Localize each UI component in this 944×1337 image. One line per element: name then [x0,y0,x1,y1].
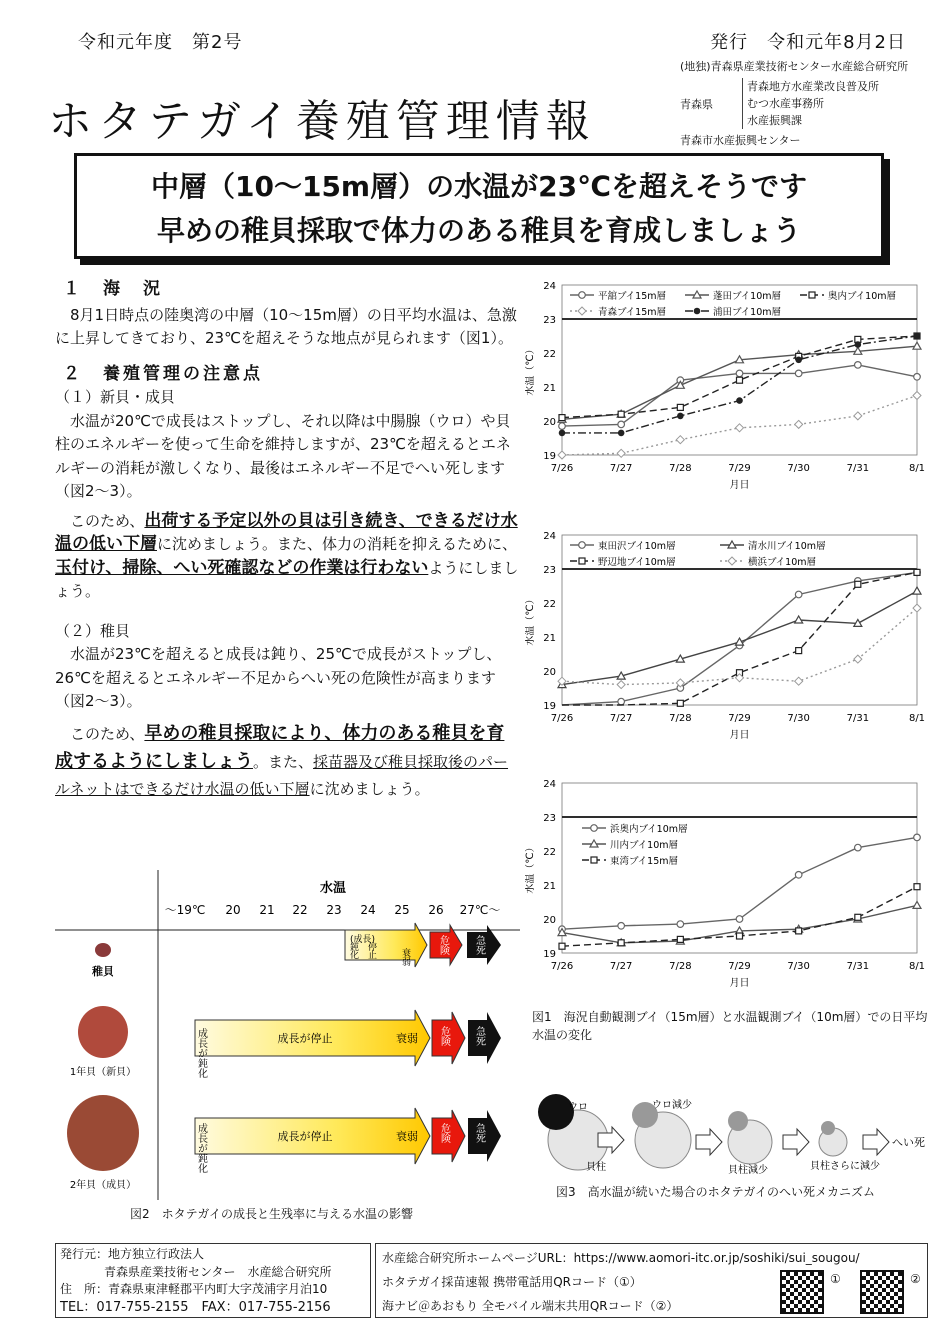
data-point [618,430,625,437]
data-point [854,412,862,420]
x-tick-label: 7/29 [728,713,751,724]
figure3-caption: 図3 高水温が続いた場合のホタテガイのへい死メカニズム [556,1185,876,1199]
x-tick-label: 7/29 [728,961,751,972]
label-adductor-reduced: 貝柱減少 [728,1165,768,1176]
two-year-slow-label: 成長が鈍化 [195,1123,207,1173]
data-point [913,342,921,349]
data-point [559,943,565,949]
legend-label: 野辺地ブイ10m層 [598,557,676,568]
y-tick-label: 20 [543,915,556,926]
homepage-url[interactable]: 水産総合研究所ホームページURL：https://www.aomori-itc.or.jp/soshiki/sui_sougou/ [382,1251,860,1265]
x-tick-label: 7/26 [550,713,574,724]
x-tick-label: 7/27 [609,463,633,474]
data-point [913,901,921,908]
org-city: 青森市水産振興センター [680,134,801,147]
y-tick-label: 22 [543,599,556,610]
legend-marker [579,292,586,299]
footer-line: 住 所：青森県東津軽郡平内町大字茂浦字月泊10 [60,1282,328,1296]
y-axis-label: 水温（℃） [525,344,536,396]
org-office: むつ水産事務所 [747,97,824,110]
x-tick-label: 7/27 [609,961,633,972]
x-tick-label: 7/28 [669,463,692,474]
data-point [559,415,565,421]
arrow-step [863,1129,889,1155]
legend-marker [694,308,701,315]
data-point [855,362,862,369]
juvenile-scallop-image [95,943,111,957]
section2-2-title: （２）稚貝 [55,621,131,640]
juvenile-death-label: 急死 [473,935,485,955]
text-run: ようにしましょう。 [55,558,519,600]
juvenile-weak-label: 衰弱 [400,948,410,966]
y-tick-label: 21 [543,881,556,892]
section2-1-title: （１）新貝・成貝 [55,388,176,406]
data-point [795,420,803,428]
data-point [855,914,861,920]
issue-number: 令和元年度 第2号 [78,32,243,53]
two-year-stop-label: 成長が停止 [277,1130,333,1143]
x-tick-label: 7/30 [787,961,810,972]
x-tick-label: 8/1 [908,961,926,972]
row-label-two-year: 2年貝（成貝） [69,1180,137,1191]
qr-number-2: ② [910,1272,921,1286]
data-point [795,357,802,364]
legend-label: 青森ブイ15m層 [598,307,666,318]
temp-label: 27℃～ [459,903,501,917]
data-point [737,377,743,383]
label-adductor-further: 貝柱さらに減少 [810,1161,880,1172]
x-tick-label: 7/30 [787,463,810,474]
legend-marker [809,292,815,298]
emphasis-text: 玉付け、掃除、へい死確認などの作業は行わない [55,557,429,578]
data-point [914,374,921,381]
text-run: に沈めましょう。また、体力の消耗を抑えるために、 [157,535,518,553]
two-year-danger-label: 危険 [438,1123,450,1143]
juvenile-danger-label: 危険 [437,935,449,955]
x-axis-label: 月日 [729,730,750,741]
legend-marker [579,542,586,549]
y-tick-label: 19 [543,701,556,712]
data-point [855,581,861,587]
label-uro: ウロ [568,1102,588,1113]
x-tick-label: 7/27 [609,713,633,724]
data-point [618,421,625,428]
one-year-scallop-image [78,1006,128,1058]
footer-line: 青森県産業技術センター 水産総合研究所 [104,1264,332,1279]
org-main: (地独)青森県産業技術センター水産総合研究所 [680,60,909,73]
juvenile-slow-label3: 化 止 [350,951,378,961]
x-tick-label: 7/26 [550,463,574,474]
temp-label: 24 [360,903,376,917]
legend-marker [579,558,585,564]
y-tick-label: 20 [543,667,556,678]
row-label-juvenile: 稚貝 [92,965,114,978]
legend-label: 清水川ブイ10m層 [748,541,826,552]
footer-publisher [55,1243,371,1318]
qr-info-2: 海ナビ＠あおもり 全モバイル端末共用QRコード（②） [382,1299,679,1313]
qr-code-2[interactable] [860,1270,904,1314]
arrow-step [783,1129,809,1155]
org-office: 水産振興課 [747,114,802,127]
x-tick-label: 7/28 [669,961,692,972]
data-point [795,677,803,685]
qr-number-1: ① [830,1272,841,1286]
data-point [677,921,684,928]
temp-label: ～19℃ [164,903,206,917]
data-point [558,451,566,459]
data-point [736,370,743,377]
legend-marker [591,857,597,863]
text-run: このため、 [70,511,145,530]
data-point [796,928,802,934]
data-point [795,370,802,377]
section1-title: １ 海 況 [63,279,163,299]
data-point [618,940,624,946]
x-tick-label: 8/1 [908,463,926,474]
data-point [913,392,921,400]
one-year-danger-label: 危険 [438,1026,450,1046]
data-point [559,430,566,437]
y-tick-label: 19 [543,451,556,462]
data-point [795,591,802,598]
data-point [913,587,921,594]
org-office: 青森地方水産業改良普及所 [747,80,879,93]
figure1-charts [525,275,935,1000]
two-year-weak-label: 衰弱 [396,1130,418,1143]
label-adductor: 貝柱 [586,1162,606,1173]
qr-info-1: ホタテガイ採苗速報 携帯電話用QRコード（①） [382,1275,642,1289]
temp-label: 22 [292,903,308,917]
y-tick-label: 24 [543,779,556,790]
y-tick-label: 24 [543,531,556,542]
body-text [55,278,521,803]
temp-label: 21 [259,903,275,917]
issue-date: 発行 令和元年8月2日 [710,32,906,53]
juvenile-slow-label: (成長) [350,935,376,945]
x-tick-label: 7/29 [728,463,751,474]
data-point [914,834,921,841]
legend-label: 蓬田ブイ10m層 [713,291,781,302]
x-axis-label: 月日 [729,978,750,989]
x-tick-label: 7/30 [787,713,810,724]
section2-title: ２ 養殖管理の注意点 [63,363,263,384]
y-axis-label: 水温（℃） [525,594,536,646]
two-year-scallop-image [67,1095,139,1171]
x-tick-label: 7/26 [550,961,574,972]
y-tick-label: 21 [543,633,556,644]
y-tick-label: 23 [543,813,556,824]
x-axis-label: 月日 [729,480,750,491]
legend-label: 横浜ブイ10m層 [748,557,816,568]
section2-2-p1: 水温が23℃を超えると成長は鈍り、25℃で成長がストップし、26℃を超えるとエネルギー不足からへい死の危険性が高まります（図2～3）。 [55,645,502,710]
one-year-slow-label: 成長が鈍化 [195,1028,207,1078]
data-point [618,698,625,705]
figure2-diagram [55,870,520,1200]
data-point [677,404,683,410]
org-pref-offices [742,78,879,129]
section2-2-p2 [55,720,521,803]
data-point [914,884,920,890]
data-point [736,397,743,404]
y-tick-label: 23 [543,315,556,326]
row-label-one-year: 1年貝（新貝） [69,1067,137,1078]
data-point [677,413,684,420]
data-point [617,449,625,457]
one-year-stop-label: 成長が停止 [277,1032,333,1045]
two-year-death-label: 急死 [473,1123,485,1143]
y-tick-label: 20 [543,417,556,428]
figure1-caption: 図1 海況自動観測ブイ（15m層）と水温観測ブイ（10m層）での日平均水温の変化 [532,1010,928,1042]
legend-marker [728,557,736,565]
legend-label: 浦田ブイ10m層 [713,307,781,318]
text-run: に沈めましょう。 [309,779,430,798]
arrow-step [696,1129,722,1155]
data-point [796,648,802,654]
data-point [914,569,920,575]
qr-code-1[interactable] [780,1270,824,1314]
label-death: へい死 [892,1136,925,1149]
data-point [854,655,862,663]
data-point [677,700,683,706]
data-point [559,423,566,430]
y-tick-label: 19 [543,949,556,960]
y-tick-label: 22 [543,349,556,360]
temp-label: 25 [394,903,410,917]
text-run: このため、 [70,724,145,743]
temp-label: 20 [225,903,241,917]
section2-1-p2 [55,510,521,604]
legend-label: 東湾ブイ15m層 [610,856,678,867]
text-run: 。また、 [253,752,314,771]
legend-label: 浜奥内ブイ10m層 [610,824,688,835]
uro-reduced-2 [728,1111,748,1131]
legend-label: 奥内ブイ10m層 [828,291,896,302]
data-point [855,844,862,851]
page-title: ホタテガイ養殖管理情報 [48,96,596,147]
data-point [618,411,624,417]
label-uro-reduced: ウロ減少 [652,1100,692,1111]
data-point [736,424,744,432]
x-tick-label: 7/28 [669,713,692,724]
uro-reduced-3 [821,1121,835,1135]
data-point [676,436,684,444]
temp-label: 26 [428,903,444,917]
data-point [677,936,683,942]
data-point [914,333,921,340]
figure2-caption: 図2 ホタテガイの成長と生残率に与える水温の影響 [130,1207,414,1221]
fig2-header-label: 水温 [319,881,347,896]
one-year-death-label: 急死 [473,1026,485,1046]
section1-text: 8月1日時点の陸奥湾の中層（10～15m層）の日平均水温は、急激に上昇してきており、23℃を超えそうな地点が見られます（図1）。 [55,305,517,347]
y-tick-label: 22 [543,847,556,858]
emphasis-text: 早めの稚貝採取により、体力のある稚貝を育成するようにしましょう [55,722,505,772]
headline-line1: 中層（10～15m層）の水温が23℃を超えそうです [151,170,807,203]
legend-label: 東田沢ブイ10m層 [598,541,676,552]
data-point [737,933,743,939]
one-year-weak-label: 衰弱 [396,1032,418,1045]
data-point [736,916,743,923]
legend-label: 平舘ブイ15m層 [598,291,666,302]
x-tick-label: 8/1 [908,713,926,724]
y-tick-label: 21 [543,383,556,394]
y-tick-label: 24 [543,281,556,292]
underlined-text: 採苗器及び稚貝採取後のパールネットはできるだけ水温の低い下層 [55,752,509,798]
footer-links [375,1243,928,1318]
section2-1-p1: 水温が20℃で成長はストップし、それ以降は中腸腺（ウロ）や貝柱のエネルギーを使って生命を維持しますが、23℃を超えるとエネルギーの消耗が激しくなり、最後はエネルギー不足でへい死します（図2～3）。 [55,411,511,500]
org-pref: 青森県 [680,98,713,111]
data-point [855,341,862,348]
headline-line2: 早めの稚貝採取で体力のある稚貝を育成しましょう [156,214,801,247]
legend-marker [578,307,586,315]
emphasis-text: 出荷する予定以外の貝は引き続き、できるだけ水温の低い下層 [55,510,518,554]
headline-box [74,153,884,259]
data-point [795,872,802,879]
x-tick-label: 7/31 [846,961,870,972]
x-tick-label: 7/31 [846,463,870,474]
x-tick-label: 7/31 [846,713,870,724]
data-point [618,923,625,930]
y-axis-label: 水温（℃） [525,842,536,894]
y-tick-label: 23 [543,565,556,576]
data-point [617,681,625,689]
footer-line: TEL：017-755-2155 FAX：017-755-2156 [60,1299,331,1315]
temp-label: 23 [326,903,342,917]
footer-line: 発行元：地方独立行政法人 [60,1247,205,1261]
figure3-diagram [528,1085,938,1185]
juvenile-slow-label2: 鈍 停 [350,943,378,953]
legend-marker [591,825,598,832]
data-point [913,604,921,612]
legend-label: 川内ブイ10m層 [610,840,678,851]
